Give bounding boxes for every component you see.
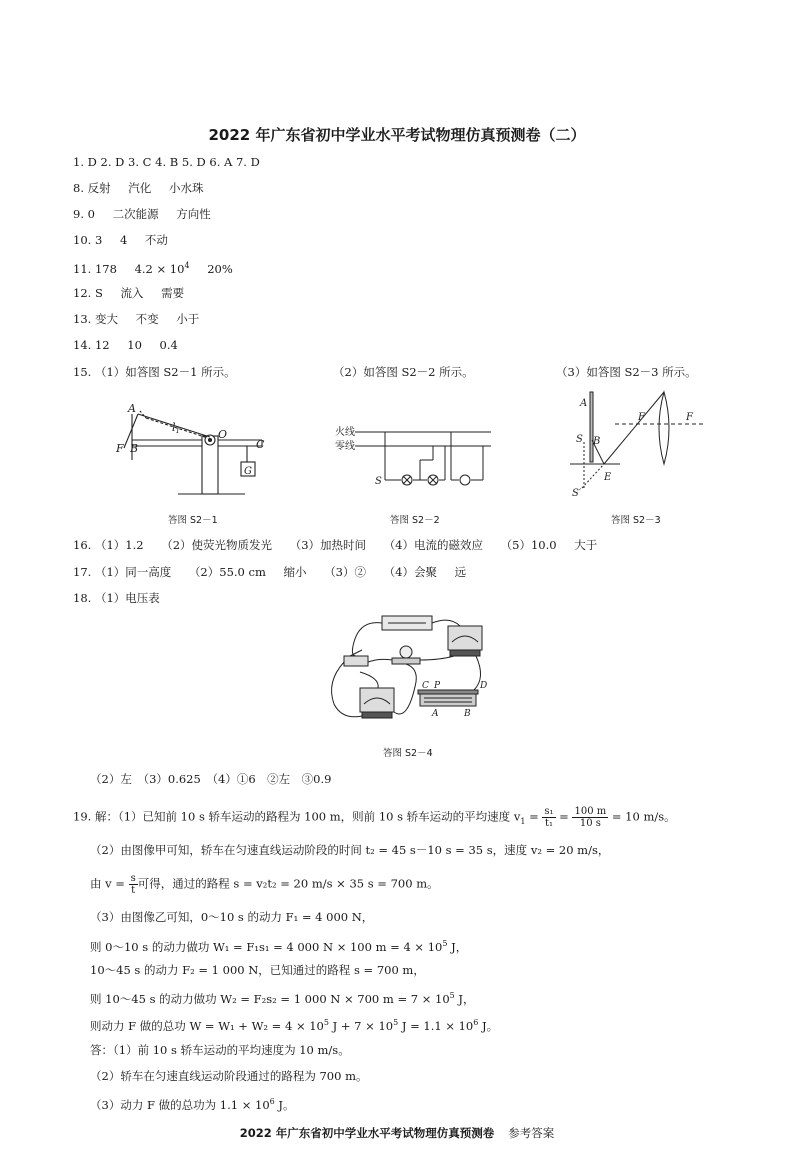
label-A: A bbox=[580, 398, 588, 409]
answer-item: 12 bbox=[94, 338, 110, 352]
footer-title: 2022 年广东省初中学业水平考试物理仿真预测卷 bbox=[239, 1126, 495, 1140]
answer-item: （5）10.0 bbox=[500, 538, 557, 552]
answer-item: （3）加热时间 bbox=[289, 538, 367, 552]
label-neutral-wire: 零线 bbox=[335, 441, 355, 452]
question-number: 17. bbox=[73, 565, 92, 579]
answer-item: 变大 bbox=[94, 312, 118, 326]
answer-17 bbox=[73, 565, 466, 579]
figure-caption-s2-3: 答图 S2－3 bbox=[611, 515, 661, 526]
answer-item: 方向性 bbox=[176, 207, 211, 221]
answer-item: 需要 bbox=[161, 286, 185, 300]
answer-item: （4）电流的磁效应 bbox=[383, 538, 484, 552]
figure-caption-s2-2: 答图 S2－2 bbox=[390, 515, 440, 526]
answer-6: 6. A bbox=[209, 155, 233, 169]
label-B: B bbox=[464, 709, 471, 719]
answer-item: （2）使荧光物质发光 bbox=[161, 538, 273, 552]
answer-item: S bbox=[94, 286, 103, 300]
answer-7: 7. D bbox=[235, 155, 260, 169]
label-F: F bbox=[116, 442, 124, 455]
question-number: 10. bbox=[73, 233, 92, 247]
answer-16 bbox=[73, 538, 597, 552]
fraction-100m-10s: $\frac{100 m}{10 s}$ bbox=[574, 806, 607, 829]
answer-item: 汽化 bbox=[128, 181, 152, 195]
answer-item: 4 bbox=[119, 233, 128, 247]
question-number: 18. bbox=[73, 591, 92, 605]
answer-19-line-5: 则 0～10 s 的动力做功 W₁ = F₁s₁ = 4 000 N × 100 $m = 4 \times 10^5$ J， bbox=[90, 939, 468, 954]
question-number: 15. bbox=[73, 365, 92, 379]
answer-item: 178 bbox=[94, 261, 117, 276]
answer-item: 0 bbox=[87, 207, 95, 221]
fraction-s-t: $\frac{s}{t}$ bbox=[130, 873, 136, 896]
answer-item: 反射 bbox=[87, 181, 111, 195]
answer-19-line-4: （3）由图像乙可知，0～10 s 的动力 F₁ = 4 000 N， bbox=[90, 910, 374, 924]
answer-item: （1）电压表 bbox=[94, 591, 160, 605]
label-S: S bbox=[375, 476, 382, 487]
answer-item: 二次能源 bbox=[112, 207, 159, 221]
answer-item: 缩小 bbox=[283, 565, 307, 579]
question-number: 11. bbox=[73, 261, 92, 276]
answer-item: 远 bbox=[454, 565, 467, 579]
label-S: S bbox=[576, 434, 583, 445]
answer-19-line-1: 19. 解：（1）已知前 10 s 轿车运动的路程为 100 m，则前 10 s 轿车运动的平均速度 $v_1$ = $\frac{\text{s₁}}{\text{t₁}}$ = $\frac{100 m}{10 s}$ = 10 m/s。 bbox=[73, 806, 676, 829]
answer-10 bbox=[73, 233, 168, 247]
answer-item: 流入 bbox=[120, 286, 144, 300]
answer-item: 20% bbox=[207, 261, 233, 276]
answer-19-line-7: 则 10～45 s 的动力做功 W₂ = F₂s₂ = 1 000 N × 700 $m = 7 \times 10^5$ J， bbox=[90, 991, 475, 1006]
label-S-prime: S′ bbox=[572, 488, 582, 499]
answer-item: （3）② bbox=[324, 565, 367, 579]
answer-item: （1）同一高度 bbox=[94, 565, 172, 579]
page-footer bbox=[0, 1125, 794, 1141]
answer-item: 不动 bbox=[144, 233, 168, 247]
answer-item: （1）如答图 S2－1 所示。 bbox=[94, 365, 236, 379]
answer-15-part-3: （3）如答图 S2－3 所示。 bbox=[556, 365, 697, 379]
question-number: 19. bbox=[73, 809, 92, 824]
label-O: O bbox=[218, 428, 228, 441]
optics-diagram bbox=[560, 388, 710, 500]
answer-12 bbox=[73, 286, 184, 300]
answer-item: （1）1.2 bbox=[94, 538, 144, 552]
answer-5: 5. D bbox=[181, 155, 206, 169]
question-number: 13. bbox=[73, 312, 92, 326]
label-A: A bbox=[128, 402, 136, 415]
label-l1: l1 bbox=[172, 421, 180, 435]
figure-caption-s2-1: 答图 S2－1 bbox=[168, 515, 218, 526]
answer-item: 小水珠 bbox=[168, 181, 204, 195]
answer-item: 0.4 bbox=[159, 338, 178, 352]
answer-14 bbox=[73, 338, 178, 352]
fraction-s1-t1: $\frac{\text{s₁}}{\text{t₁}}$ bbox=[544, 806, 554, 829]
question-number: 12. bbox=[73, 286, 92, 300]
label-live-wire: 火线 bbox=[335, 427, 355, 438]
label-D: D bbox=[480, 681, 488, 691]
answer-19-line-2: （2）由图像甲可知，轿车在匀速直线运动阶段的时间 t₂ = 45 s－10 s = 35 s，速度 v₂ = 20 m/s， bbox=[90, 843, 610, 857]
answer-18-part-1 bbox=[73, 591, 160, 605]
label-A: A bbox=[432, 709, 439, 719]
answer-2: 2. D bbox=[100, 155, 125, 169]
answer-19-line-10: （2）轿车在匀速直线运动阶段通过的路程为 700 m。 bbox=[90, 1069, 368, 1083]
label-F-left: F bbox=[638, 412, 645, 423]
answer-19-line-9: 答：（1）前 10 s 轿车运动的平均速度为 10 m/s。 bbox=[90, 1043, 350, 1057]
footer-label: 参考答案 bbox=[508, 1126, 555, 1140]
answer-4: 4. B bbox=[155, 155, 179, 169]
label-B: B bbox=[593, 436, 601, 447]
lever-diagram bbox=[110, 400, 280, 500]
answer-3: 3. C bbox=[128, 155, 152, 169]
answer-item: （4）会聚 bbox=[383, 565, 437, 579]
question-number: 9. bbox=[73, 207, 84, 221]
answer-item: 10 bbox=[127, 338, 142, 352]
label-B: B bbox=[130, 442, 139, 455]
answer-19-line-6: 10～45 s 的动力 F₂ = 1 000 N，已知通过的路程 s = 700 m， bbox=[90, 963, 425, 977]
label-E: E bbox=[604, 472, 612, 483]
answer-row-1-7 bbox=[73, 155, 260, 169]
answer-1: 1. D bbox=[73, 155, 97, 169]
answer-item: 不变 bbox=[135, 312, 159, 326]
label-C: C bbox=[422, 681, 429, 691]
label-C: C bbox=[256, 438, 265, 451]
answer-19-line-3: 由 v = $\frac{s}{t}$ 可得，通过的路程 s = v₂t₂ = 20 m/s × 35 s = 700 m。 bbox=[90, 873, 439, 896]
label-G: G bbox=[244, 466, 252, 477]
answer-15-part-2: （2）如答图 S2－2 所示。 bbox=[333, 365, 474, 379]
label-F-right: F bbox=[686, 412, 693, 423]
experiment-circuit-illustration bbox=[320, 612, 495, 730]
answer-item: 小于 bbox=[176, 312, 200, 326]
answer-18-part-2: （2）左 （3）0.625 （4）①6 ②左 ③0.9 bbox=[90, 772, 332, 786]
answer-item: 3 bbox=[94, 233, 103, 247]
answer-15-part-1 bbox=[73, 365, 236, 379]
question-number: 16. bbox=[73, 538, 92, 552]
answer-19-line-8: 则动力 F 做的总功 $W = W_1 + W_2 = 4 \times 10^5$ $J + 7 \times 10^5$ $J = 1.1 \times 10^6$ J。 bbox=[90, 1018, 499, 1033]
page-title: 2022 年广东省初中学业水平考试物理仿真预测卷（二） bbox=[208, 126, 586, 144]
answer-8 bbox=[73, 181, 203, 195]
answer-item: $4.2 \times 10^4$ bbox=[134, 261, 190, 276]
answer-item: （2）55.0 cm bbox=[188, 565, 266, 579]
figure-caption-s2-4: 答图 S2－4 bbox=[383, 748, 433, 759]
label-P: P bbox=[434, 681, 441, 691]
question-number: 8. bbox=[73, 181, 84, 195]
answer-9 bbox=[73, 207, 211, 221]
answer-19-line-11: （3）动力 F 做的总功为 $1.1 \times 10^6$ J。 bbox=[90, 1097, 295, 1112]
question-number: 14. bbox=[73, 338, 92, 352]
answer-13 bbox=[73, 312, 199, 326]
answer-item: 大于 bbox=[574, 538, 598, 552]
answer-11 bbox=[73, 259, 233, 276]
circuit-diagram bbox=[335, 420, 495, 500]
